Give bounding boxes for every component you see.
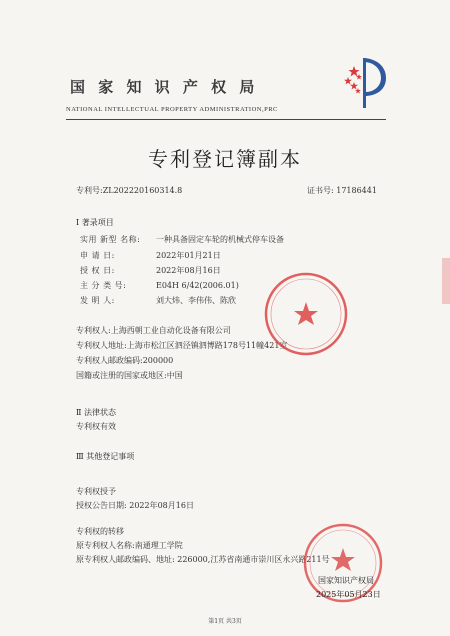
- row-value: 刘大炜、李伟伟、陈欣: [156, 296, 236, 305]
- row-main-class: [80, 280, 239, 291]
- patent-holder: 专利权人:上海西朝工业自动化设备有限公司: [76, 326, 231, 335]
- edge-seam-stamp: [442, 258, 450, 304]
- row-application-date: [80, 250, 221, 261]
- former-holder-address: 原专利权人邮政编码、地址: 226000,江苏省南通市崇川区永兴路211号: [76, 555, 330, 564]
- section-1-title: Ⅰ 著录项目: [76, 218, 114, 227]
- nationality: 国籍或注册的国家或地区:中国: [76, 371, 183, 380]
- patent-holder-address: 专利权人地址:上海市松江区泗泾镇泗博路178号11幢421室: [76, 341, 288, 350]
- row-value: E04H 6/42(2006.01): [156, 281, 239, 290]
- office-name-en: NATIONAL INTELLECTUAL PROPERTY ADMINISTRATION,PRC: [66, 106, 278, 113]
- cnipa-logo-icon: [340, 50, 390, 110]
- row-value: 2022年01月21日: [156, 251, 221, 260]
- stamp-org: 国家知识产权局: [318, 576, 374, 585]
- transfer-heading: 专利权的转移: [76, 527, 124, 536]
- grant-heading: 专利权授予: [76, 487, 116, 496]
- header-divider: [66, 119, 386, 120]
- page-footer: 第1页 共3页: [208, 618, 242, 625]
- stamp-date: 2025年05月23日: [316, 590, 381, 599]
- row-utility-name: [80, 234, 284, 245]
- row-label: 发 明 人:: [80, 296, 115, 305]
- office-name-cn: 国 家 知 识 产 权 局: [70, 78, 259, 96]
- row-value: 一种具备固定车轮的机械式停车设备: [156, 235, 284, 244]
- row-grant-date: [80, 265, 221, 276]
- legal-status-value: 专利权有效: [76, 422, 116, 431]
- section-3-title: Ⅲ 其他登记事项: [76, 452, 135, 461]
- row-label: 授 权 日:: [80, 266, 115, 275]
- document-title: 专利登记簿副本: [148, 147, 302, 171]
- certificate-number: 证书号: 17186441: [307, 186, 377, 195]
- row-label: 主 分 类 号:: [80, 281, 127, 290]
- official-seal-stamp: [262, 270, 350, 358]
- former-holder-name: 原专利权人名称:南通理工学院: [76, 541, 183, 550]
- patent-number: 专利号:ZL202220160314.8: [76, 186, 183, 195]
- row-value: 2022年08月16日: [156, 266, 221, 275]
- patent-holder-zip: 专利权人邮政编码:200000: [76, 356, 174, 365]
- row-inventors: [80, 295, 236, 306]
- row-label: 实用 新型 名称:: [80, 235, 141, 244]
- section-2-title: Ⅱ 法律状态: [76, 408, 116, 417]
- row-label: 申 请 日:: [80, 251, 115, 260]
- grant-announcement-date: 授权公告日期: 2022年08月16日: [76, 501, 194, 510]
